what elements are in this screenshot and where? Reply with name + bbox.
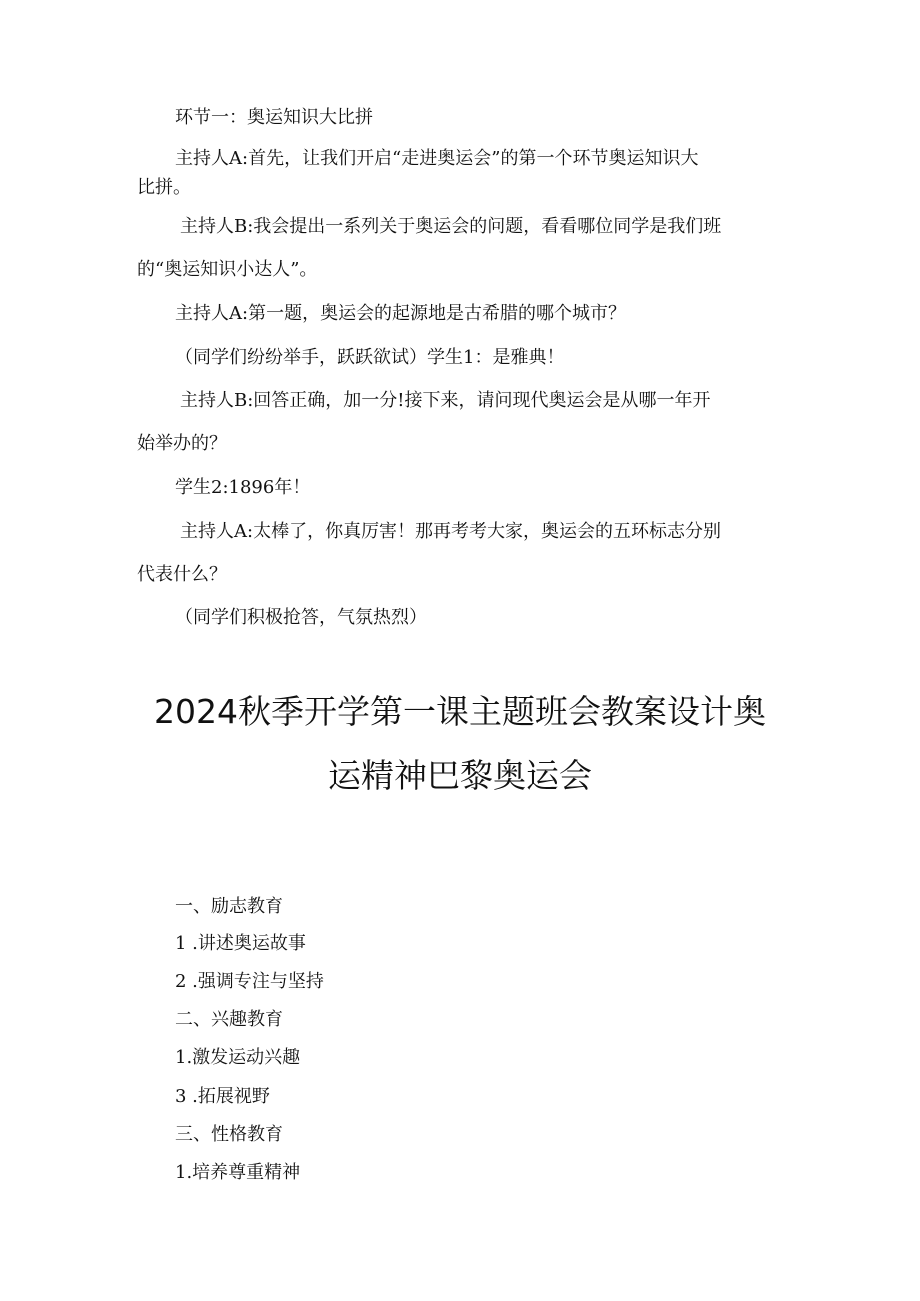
dialogue-line: 主持人A:第一题，奥运会的起源地是古希腊的哪个城市？: [175, 303, 627, 324]
dialogue-line: （同学们纷纷举手，跃跃欲试）学生1：是雅典！: [175, 347, 565, 368]
dialogue-line: 比拼。: [137, 177, 191, 198]
outline-item: 3 .拓展视野: [175, 1086, 270, 1107]
dialogue-line: 主持人B:我会提出一系列关于奥运会的问题，看看哪位同学是我们班: [180, 216, 722, 237]
dialogue-line: 始举办的？: [137, 433, 227, 454]
dialogue-line: 主持人A:首先，让我们开启“走进奥运会”的第一个环节奥运知识大: [175, 148, 699, 169]
dialogue-line: 的“奥运知识小达人”。: [137, 259, 318, 280]
document-title-continued: 运精神巴黎奥运会: [328, 756, 592, 795]
dialogue-line: 主持人B:回答正确，加一分!接下来，请问现代奥运会是从哪一年开: [180, 390, 711, 411]
dialogue-line: 代表什么？: [137, 564, 227, 585]
dialogue-line: 学生2:1896年！: [175, 477, 311, 498]
dialogue-line: 主持人A:太棒了，你真厉害！那再考考大家，奥运会的五环标志分别: [180, 521, 722, 542]
section-heading: 环节一：奥运知识大比拼: [175, 107, 373, 128]
outline-item: 1.培养尊重精神: [175, 1162, 301, 1183]
dialogue-line: （同学们积极抢答，气氛热烈）: [175, 607, 427, 628]
outline-item: 1 .讲述奥运故事: [175, 933, 306, 954]
outline-item: 2 .强调专注与坚持: [175, 971, 324, 992]
outline-item: 1.激发运动兴趣: [175, 1047, 301, 1068]
outline-heading: 三、性格教育: [175, 1124, 283, 1145]
outline-heading: 二、兴趣教育: [175, 1009, 283, 1030]
document-title: 2024秋季开学第一课主题班会教案设计奥: [154, 692, 766, 731]
outline-heading: 一、励志教育: [175, 896, 283, 917]
